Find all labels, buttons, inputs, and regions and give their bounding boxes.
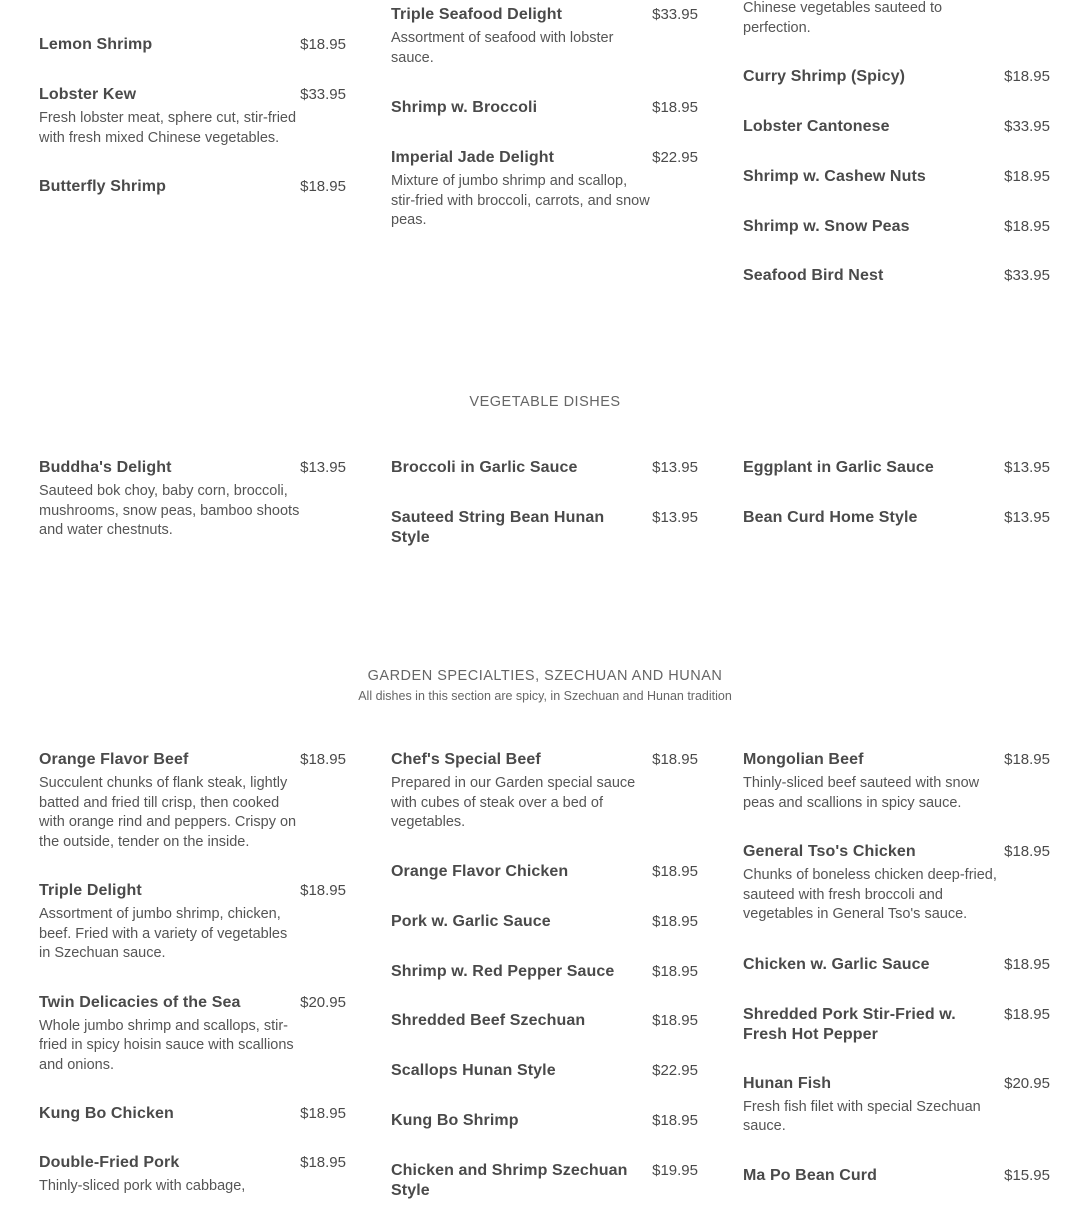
item-description: Chinese vegetables sauteed to perfection.: [743, 0, 943, 36]
menu-item: [743, 508, 1050, 528]
menu-item: [391, 1061, 698, 1081]
menu-item: [391, 148, 698, 231]
item-description: Fresh fish filet with special Szechuan sauce.: [743, 1098, 981, 1134]
item-name: Broccoli in Garlic Sauce: [391, 459, 578, 476]
item-price: $15.95: [1004, 1166, 1050, 1184]
vegetable-col-1: [39, 458, 346, 541]
item-price: $20.95: [1004, 1074, 1050, 1092]
item-name: General Tso's Chicken: [743, 843, 916, 860]
item-price: $18.95: [1004, 955, 1050, 973]
menu-item: [391, 1011, 698, 1031]
garden-col-1: [39, 750, 346, 1197]
item-name: Orange Flavor Beef: [39, 751, 189, 768]
menu-item: [743, 1005, 1050, 1045]
item-price: $18.95: [1004, 1005, 1050, 1023]
item-name: Imperial Jade Delight: [391, 149, 555, 166]
item-price: $18.95: [652, 962, 698, 980]
item-name: Ma Po Bean Curd: [743, 1166, 877, 1184]
menu-item: [391, 458, 698, 478]
item-name: Chicken and Shrimp Szechuan Style: [391, 1161, 628, 1199]
item-name: Curry Shrimp (Spicy): [743, 68, 906, 85]
item-name: Shrimp w. Broccoli: [391, 99, 538, 116]
vegetable-col-3: [743, 458, 1050, 528]
item-price: $20.95: [300, 993, 346, 1011]
seafood-col-2: [391, 5, 698, 231]
item-price: $18.95: [300, 882, 346, 899]
item-description: Prepared in our Garden special sauce with cubes of steak over a bed of vegetables.: [391, 775, 636, 830]
item-description: Mixture of jumbo shrimp and scallop, stir-fried with broccoli, carrots, and snow peas.: [391, 173, 650, 228]
menu-item: [743, 1166, 1050, 1186]
item-description: Assortment of seafood with lobster sauce.: [391, 30, 614, 66]
menu-item: [743, 167, 1050, 187]
item-description: Fresh lobster meat, sphere cut, stir-fried with fresh mixed Chinese vegetables.: [39, 110, 297, 146]
item-price: $13.95: [652, 509, 698, 526]
menu-item: [743, 1074, 1050, 1137]
menu-item: [39, 177, 346, 197]
garden-col-3: [743, 750, 1050, 1186]
item-description: Thinly-sliced beef sauteed with snow peas and scallions in spicy sauce.: [743, 775, 980, 811]
item-price: $33.95: [1004, 267, 1050, 284]
menu-item: [743, 67, 1050, 87]
item-name: Seafood Bird Nest: [743, 267, 884, 284]
item-name: Triple Delight: [39, 882, 142, 899]
menu-item: [391, 962, 698, 982]
menu-item: [391, 1161, 698, 1201]
item-name: Lobster Cantonese: [743, 118, 890, 135]
menu-item: [743, 750, 1050, 813]
item-description: Sauteed bok choy, baby corn, broccoli, mushrooms, snow peas, bamboo shoots and water chestnuts.: [39, 483, 300, 538]
item-name: Chef's Special Beef: [391, 751, 541, 768]
item-name: Shrimp w. Red Pepper Sauce: [391, 962, 615, 980]
item-name: Lobster Kew: [39, 86, 137, 103]
menu-item: [39, 750, 346, 852]
item-name: Shredded Beef Szechuan: [391, 1011, 586, 1029]
menu-item: [743, 842, 1050, 925]
item-name: Double-Fried Pork: [39, 1154, 180, 1171]
menu-item: [743, 955, 1050, 975]
menu-item: [391, 508, 698, 548]
item-price: $18.95: [1004, 218, 1050, 235]
menu-item: [39, 881, 346, 964]
item-price: $22.95: [652, 149, 698, 166]
item-price: $18.95: [300, 36, 346, 53]
item-name: Twin Delicacies of the Sea: [39, 993, 241, 1011]
section-title-vegetable: VEGETABLE DISHES: [469, 394, 621, 410]
item-name: Kung Bo Shrimp: [391, 1111, 519, 1129]
item-name: Hunan Fish: [743, 1074, 832, 1092]
menu-item: [743, 117, 1050, 137]
item-price: $13.95: [1004, 509, 1050, 526]
menu-item: [391, 5, 698, 68]
item-price: $19.95: [652, 1161, 698, 1179]
section-subtitle-garden: All dishes in this section are spicy, in Szechuan and Hunan tradition: [358, 689, 732, 703]
item-description: Chunks of boneless chicken deep-fried, sauteed with fresh broccoli and vegetables in General Tso's sauce.: [743, 867, 997, 922]
item-price: $18.95: [652, 99, 698, 116]
menu-item: [39, 458, 346, 541]
menu-item: [391, 912, 698, 932]
item-name: Shrimp w. Cashew Nuts: [743, 168, 926, 185]
item-description: Succulent chunks of flank steak, lightly batted and fried till crisp, then cooked with orange rind and peppers. Crispy on the outside, tender on the inside.: [39, 775, 297, 850]
item-name: Pork w. Garlic Sauce: [391, 912, 551, 930]
seafood-col-3: [743, 0, 1050, 286]
menu-item: [743, 458, 1050, 478]
item-price: $18.95: [300, 178, 346, 195]
menu-item: [39, 35, 346, 55]
item-name: Sauteed String Bean Hunan Style: [391, 509, 605, 546]
item-name: Butterfly Shrimp: [39, 178, 166, 195]
item-price: $18.95: [652, 1011, 698, 1029]
item-price: $13.95: [300, 459, 346, 476]
menu-item: [743, 217, 1050, 237]
menu-item: [39, 85, 346, 148]
item-price: $13.95: [1004, 459, 1050, 476]
item-description: Assortment of jumbo shrimp, chicken, beef. Fried with a variety of vegetables in Szechuan sauce.: [39, 906, 288, 961]
item-price: $18.95: [1004, 168, 1050, 185]
item-description: Whole jumbo shrimp and scallops, stir-fried in spicy hoisin sauce with scallions and onions.: [39, 1017, 294, 1073]
item-name: Eggplant in Garlic Sauce: [743, 459, 934, 476]
vegetable-col-2: [391, 458, 698, 548]
item-name: Shredded Pork Stir-Fried w. Fresh Hot Pepper: [743, 1005, 956, 1043]
item-name: Mongolian Beef: [743, 751, 864, 768]
item-price: $18.95: [300, 751, 346, 768]
item-price: $18.95: [652, 751, 698, 768]
item-price: $22.95: [652, 1061, 698, 1079]
menu-item: [391, 750, 698, 833]
item-name: Chicken w. Garlic Sauce: [743, 955, 930, 973]
item-price: $18.95: [652, 862, 698, 880]
item-price: $13.95: [652, 459, 698, 476]
menu-item: [391, 1111, 698, 1131]
menu-item: [39, 993, 346, 1076]
item-name: Lemon Shrimp: [39, 36, 153, 53]
item-price: $33.95: [652, 6, 698, 23]
menu-item: [391, 862, 698, 882]
item-price: $18.95: [1004, 68, 1050, 85]
item-price: $33.95: [300, 86, 346, 103]
menu-item: [39, 1104, 346, 1124]
menu-item: [391, 98, 698, 118]
item-price: $18.95: [1004, 751, 1050, 768]
menu-item: [743, 266, 1050, 286]
item-price: $18.95: [1004, 843, 1050, 860]
item-price: $18.95: [652, 912, 698, 930]
item-price: $18.95: [300, 1105, 346, 1122]
item-description: Thinly-sliced pork with cabbage,: [39, 1178, 246, 1194]
item-price: $18.95: [300, 1154, 346, 1171]
item-name: Scallops Hunan Style: [391, 1061, 556, 1079]
item-name: Shrimp w. Snow Peas: [743, 218, 910, 235]
item-name: Buddha's Delight: [39, 459, 172, 476]
seafood-col-1b: [39, 35, 346, 197]
item-name: Kung Bo Chicken: [39, 1105, 174, 1122]
menu-item: [39, 1153, 346, 1197]
item-name: Triple Seafood Delight: [391, 6, 563, 23]
section-title-garden: GARDEN SPECIALTIES, SZECHUAN AND HUNAN: [367, 668, 723, 684]
item-price: $33.95: [1004, 118, 1050, 135]
item-price: $18.95: [652, 1111, 698, 1129]
item-name: Bean Curd Home Style: [743, 509, 918, 526]
item-name: Orange Flavor Chicken: [391, 862, 569, 880]
garden-col-2: [391, 750, 698, 1201]
